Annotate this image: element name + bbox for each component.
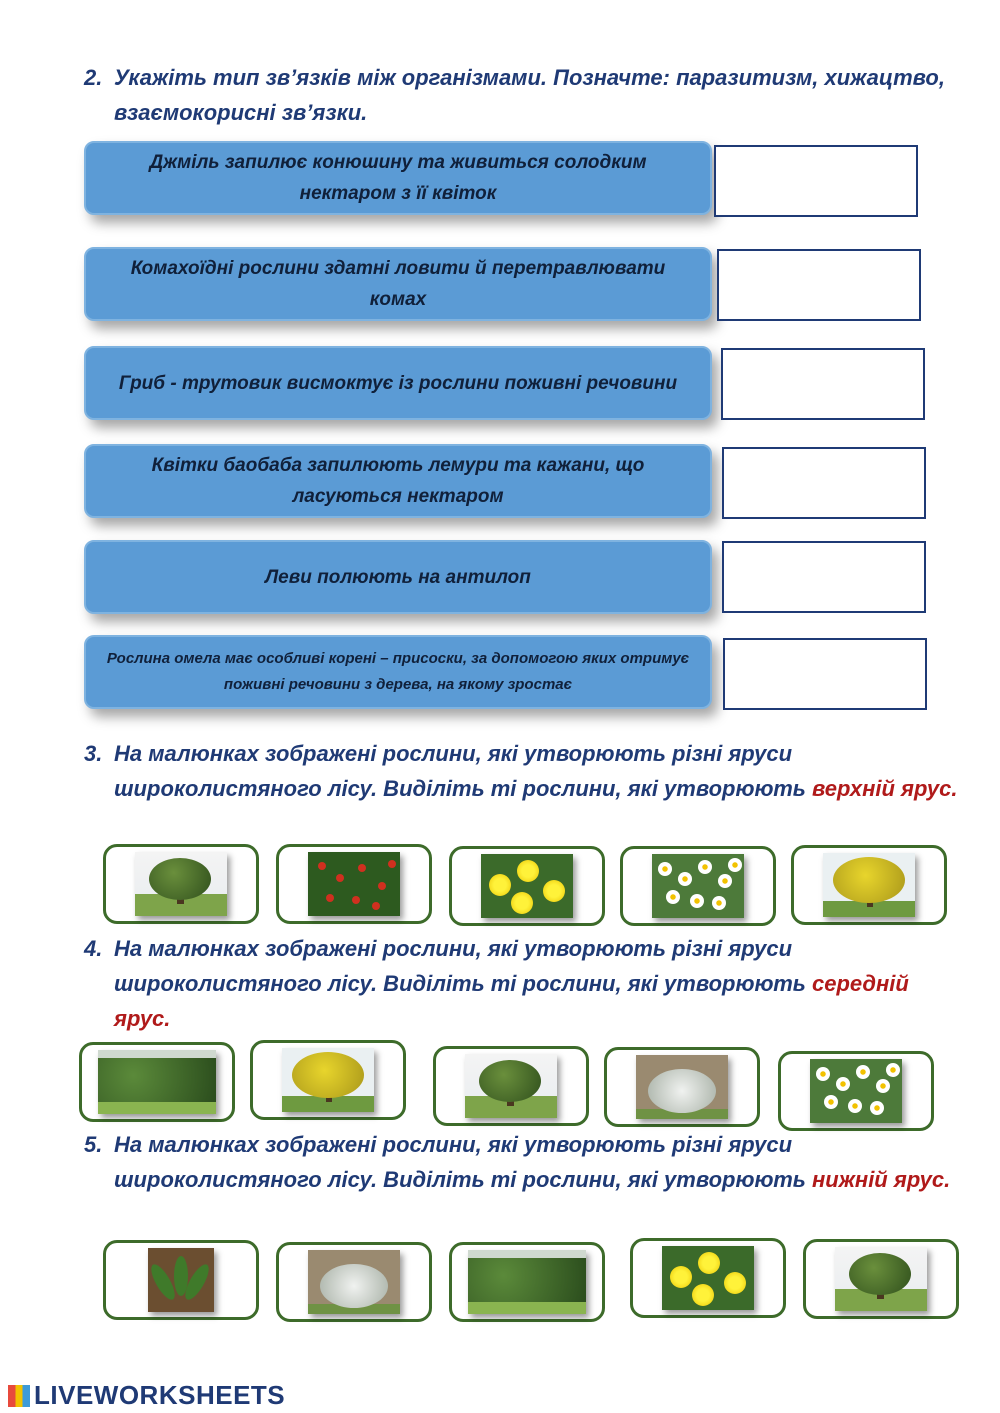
answer-box[interactable] bbox=[714, 145, 918, 217]
answer-box[interactable] bbox=[722, 541, 926, 613]
plant-option-daisy[interactable] bbox=[620, 846, 776, 926]
liveworksheets-logo bbox=[8, 1380, 285, 1411]
question-5 bbox=[84, 1127, 964, 1197]
question-3 bbox=[84, 736, 964, 806]
question-number: 3. bbox=[84, 741, 103, 766]
dandelion-image bbox=[481, 854, 573, 918]
answer-box[interactable] bbox=[723, 638, 927, 710]
question-number: 2. bbox=[84, 65, 103, 90]
plant-option-oak-tree[interactable] bbox=[433, 1046, 589, 1126]
statement-card: Квітки баобаба запилюють лемури та кажани, що ласуються нектаром bbox=[84, 444, 712, 518]
statement-card: Гриб - трутовик висмоктує із рослини поживні речовини bbox=[84, 346, 712, 420]
question-2 bbox=[84, 60, 964, 130]
oak-tree-image bbox=[835, 1247, 927, 1311]
question-text: На малюнках зображені рослини, які утворюють різні яруси широколистяного лісу. Виділіть ті рослини, які утворюють bbox=[114, 741, 806, 801]
brand-icon bbox=[8, 1385, 30, 1407]
question-4 bbox=[84, 931, 964, 1036]
brand-text: LIVEWORKSHEETS bbox=[34, 1380, 286, 1410]
question-number: 5. bbox=[84, 1132, 103, 1157]
hedge-shrub-image bbox=[98, 1050, 216, 1114]
plant-option-dandelion[interactable] bbox=[449, 846, 605, 926]
acacia-tree-image bbox=[282, 1048, 374, 1112]
answer-box[interactable] bbox=[721, 348, 925, 420]
question-highlight: верхній ярус. bbox=[811, 776, 958, 801]
question-text: На малюнках зображені рослини, які утворюють різні яруси широколистяного лісу. Виділіть ті рослини, які утворюють bbox=[114, 936, 806, 996]
question-text: Укажіть тип зв’язків між організмами. Позначте: паразитизм, хижацтво, взаємокорисні зв’язки. bbox=[114, 65, 945, 125]
oak-tree-image bbox=[135, 852, 227, 916]
hedge-shrub-image bbox=[468, 1250, 586, 1314]
statement-card: Рослина омела має особливі корені – присоски, за допомогою яких отримує поживні речовини з дерева, на якому зростає bbox=[84, 635, 712, 709]
plant-option-hedge-shrub[interactable] bbox=[79, 1042, 235, 1122]
daisy-image bbox=[652, 854, 744, 918]
plant-option-white-shrub[interactable] bbox=[604, 1047, 760, 1127]
berry-shrub-image bbox=[308, 852, 400, 916]
white-shrub-image bbox=[308, 1250, 400, 1314]
daisy-image bbox=[810, 1059, 902, 1123]
answer-box[interactable] bbox=[717, 249, 921, 321]
statement-card: Комахоїдні рослини здатні ловити й перетравлювати комах bbox=[84, 247, 712, 321]
plantain-image bbox=[148, 1248, 214, 1312]
plant-option-hedge-shrub[interactable] bbox=[449, 1242, 605, 1322]
plant-option-acacia-tree[interactable] bbox=[250, 1040, 406, 1120]
oak-tree-image bbox=[465, 1054, 557, 1118]
question-highlight: середній ярус. bbox=[114, 971, 909, 1031]
question-highlight: нижній ярус. bbox=[811, 1167, 951, 1192]
plant-option-daisy[interactable] bbox=[778, 1051, 934, 1131]
plant-option-berry-shrub[interactable] bbox=[276, 844, 432, 924]
question-number: 4. bbox=[84, 936, 103, 961]
acacia-tree-image bbox=[823, 853, 915, 917]
plant-option-oak-tree[interactable] bbox=[803, 1239, 959, 1319]
plant-option-acacia-tree[interactable] bbox=[791, 845, 947, 925]
statement-card: Леви полюють на антилоп bbox=[84, 540, 712, 614]
question-text: На малюнках зображені рослини, які утворюють різні яруси широколистяного лісу. Виділіть ті рослини, які утворюють bbox=[114, 1132, 806, 1192]
plant-option-plantain[interactable] bbox=[103, 1240, 259, 1320]
plant-option-white-shrub[interactable] bbox=[276, 1242, 432, 1322]
white-shrub-image bbox=[636, 1055, 728, 1119]
plant-option-dandelion[interactable] bbox=[630, 1238, 786, 1318]
answer-box[interactable] bbox=[722, 447, 926, 519]
dandelion-image bbox=[662, 1246, 754, 1310]
plant-option-oak-tree[interactable] bbox=[103, 844, 259, 924]
statement-card: Джміль запилює конюшину та живиться солодким нектаром з її квіток bbox=[84, 141, 712, 215]
